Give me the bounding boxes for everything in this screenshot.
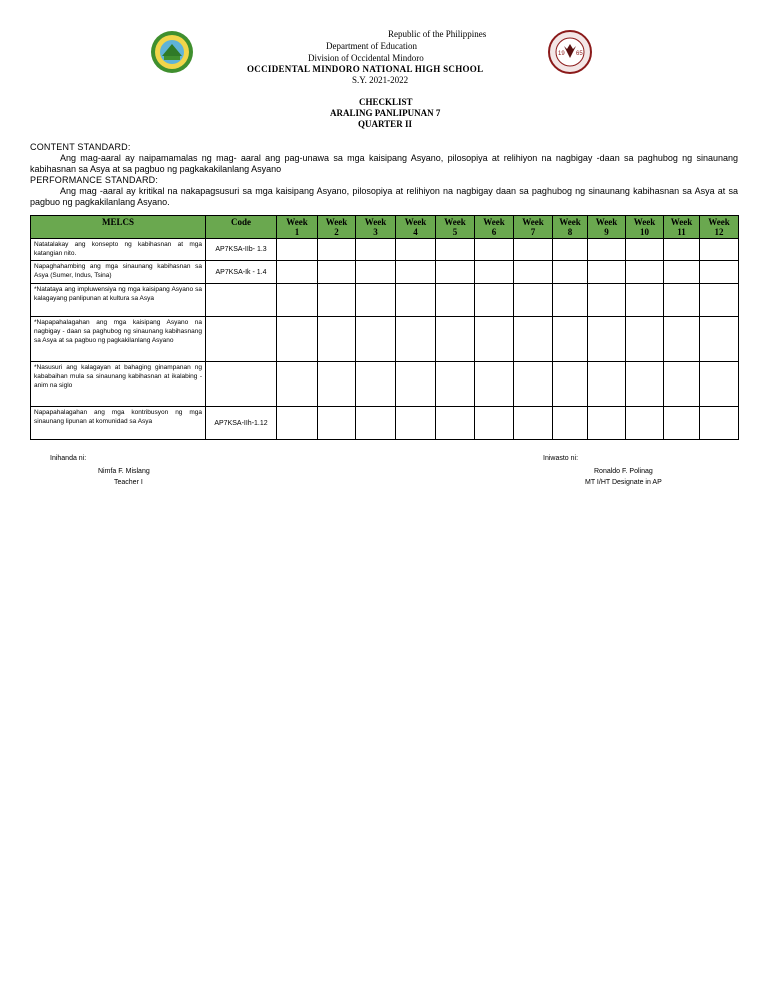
week-check-cell[interactable] <box>396 407 436 440</box>
week-check-cell[interactable] <box>356 407 396 440</box>
division-line: Division of Occidental Mindoro <box>308 53 424 63</box>
week-check-cell[interactable] <box>514 362 553 407</box>
week-check-cell[interactable] <box>553 261 588 284</box>
school-name: OCCIDENTAL MINDORO NATIONAL HIGH SCHOOL <box>247 64 484 74</box>
week-header: Week 2 <box>318 216 356 239</box>
week-check-cell[interactable] <box>318 362 356 407</box>
checklist-table <box>30 215 739 440</box>
week-check-cell[interactable] <box>626 284 664 317</box>
week-check-cell[interactable] <box>700 407 739 440</box>
table-row <box>31 284 739 317</box>
code-cell <box>206 284 277 317</box>
week-check-cell[interactable] <box>700 261 739 284</box>
week-check-cell[interactable] <box>277 362 318 407</box>
week-check-cell[interactable] <box>588 407 626 440</box>
week-check-cell[interactable] <box>475 284 514 317</box>
week-header: Week 1 <box>277 216 318 239</box>
week-check-cell[interactable] <box>664 261 700 284</box>
week-check-cell[interactable] <box>436 317 475 362</box>
week-check-cell[interactable] <box>588 239 626 261</box>
week-check-cell[interactable] <box>475 362 514 407</box>
week-header: Week 10 <box>626 216 664 239</box>
week-check-cell[interactable] <box>436 284 475 317</box>
code-header: Code <box>206 216 277 239</box>
table-row <box>31 362 739 407</box>
week-check-cell[interactable] <box>277 239 318 261</box>
week-check-cell[interactable] <box>514 261 553 284</box>
week-check-cell[interactable] <box>277 261 318 284</box>
table-header-row <box>31 216 739 239</box>
week-header: Week 11 <box>664 216 700 239</box>
week-check-cell[interactable] <box>475 261 514 284</box>
week-check-cell[interactable] <box>553 284 588 317</box>
table-row <box>31 261 739 284</box>
week-check-cell[interactable] <box>514 317 553 362</box>
week-check-cell[interactable] <box>553 317 588 362</box>
content-standard-label: CONTENT STANDARD: <box>30 142 131 152</box>
week-check-cell[interactable] <box>664 239 700 261</box>
week-check-cell[interactable] <box>475 317 514 362</box>
week-check-cell[interactable] <box>277 407 318 440</box>
week-header: Week 5 <box>436 216 475 239</box>
week-header: Week 9 <box>588 216 626 239</box>
week-check-cell[interactable] <box>626 261 664 284</box>
table-row <box>31 317 739 362</box>
code-cell <box>206 362 277 407</box>
week-check-cell[interactable] <box>396 261 436 284</box>
week-check-cell[interactable] <box>700 362 739 407</box>
melc-cell: Natatalakay ang konsepto ng kabihasnan at mga katangian nito. <box>31 239 206 261</box>
week-check-cell[interactable] <box>396 362 436 407</box>
week-check-cell[interactable] <box>436 362 475 407</box>
week-check-cell[interactable] <box>277 317 318 362</box>
week-header: Week 12 <box>700 216 739 239</box>
week-check-cell[interactable] <box>588 362 626 407</box>
week-check-cell[interactable] <box>396 239 436 261</box>
week-check-cell[interactable] <box>664 407 700 440</box>
melc-cell: *Napapahalagahan ang mga kaisipang Asyano na nagbigay - daan sa paghubog ng sinaunang kabihasnang sa Asya at sa pagbuo ng pagkakilanlang Asyano <box>31 317 206 362</box>
performance-standard-label: PERFORMANCE STANDARD: <box>30 175 159 185</box>
checked-by-label: Iniwasto ni: <box>543 455 579 462</box>
week-check-cell[interactable] <box>475 407 514 440</box>
content-standard-text: Ang mag-aaral ay naipamamalas ng mag- aaral ang pag-unawa sa mga kaisipang Asyano, pilosopiya at relihiyon na nagbigay -daan sa paghubog ng sinaunang kabihasnan sa Asya at sa pagbuo ng pagkakakilanlang Asyano <box>30 153 738 174</box>
week-header: Week 4 <box>396 216 436 239</box>
week-check-cell[interactable] <box>318 407 356 440</box>
department-line: Department of Education <box>326 41 417 51</box>
week-check-cell[interactable] <box>588 261 626 284</box>
week-check-cell[interactable] <box>700 239 739 261</box>
week-check-cell[interactable] <box>475 239 514 261</box>
week-check-cell[interactable] <box>356 261 396 284</box>
week-check-cell[interactable] <box>318 261 356 284</box>
week-check-cell[interactable] <box>318 239 356 261</box>
week-header: Week 8 <box>553 216 588 239</box>
performance-standard-text: Ang mag -aaral ay kritikal na nakapagsusuri sa mga kaisipang Asyano, pilosopiya at relihiyon na nagbigay daan sa paghubog ng sinaunang kabihasnan sa Asya at sa pagbuo ng pagkakilanlang Asyano. <box>30 186 738 207</box>
school-year: S.Y. 2021-2022 <box>352 75 409 85</box>
week-check-cell[interactable] <box>356 239 396 261</box>
week-check-cell[interactable] <box>356 317 396 362</box>
week-header: Week 7 <box>514 216 553 239</box>
week-header: Week 3 <box>356 216 396 239</box>
week-check-cell[interactable] <box>664 284 700 317</box>
week-check-cell[interactable] <box>514 407 553 440</box>
week-check-cell[interactable] <box>514 284 553 317</box>
week-check-cell[interactable] <box>277 284 318 317</box>
republic-line: Republic of the Philippines <box>388 29 487 39</box>
svg-text:65: 65 <box>576 51 583 57</box>
checked-by-name: Ronaldo F. Polinag <box>594 468 653 475</box>
week-check-cell[interactable] <box>700 284 739 317</box>
week-check-cell[interactable] <box>396 284 436 317</box>
week-check-cell[interactable] <box>553 239 588 261</box>
school-seal-icon <box>548 30 592 74</box>
table-row <box>31 407 739 440</box>
code-cell: AP7KSA-IIb- 1.3 <box>206 239 277 261</box>
code-cell: AP7KSA-IIh-1.12 <box>206 407 277 440</box>
week-check-cell[interactable] <box>626 317 664 362</box>
week-check-cell[interactable] <box>588 284 626 317</box>
prepared-by-label: Inihanda ni: <box>50 455 87 462</box>
week-check-cell[interactable] <box>318 317 356 362</box>
quarter-title: QUARTER II <box>358 119 412 129</box>
melc-cell: Napaghahambing ang mga sinaunang kabihasnan sa Asya (Sumer, Indus, Tsina) <box>31 261 206 284</box>
week-check-cell[interactable] <box>396 317 436 362</box>
week-check-cell[interactable] <box>318 284 356 317</box>
week-header: Week 6 <box>475 216 514 239</box>
week-check-cell[interactable] <box>553 407 588 440</box>
standards-section <box>30 142 738 208</box>
prepared-by-name: Nimfa F. Mislang <box>98 468 150 475</box>
week-check-cell[interactable] <box>700 317 739 362</box>
week-check-cell[interactable] <box>356 362 396 407</box>
melcs-header: MELCS <box>31 216 206 239</box>
svg-text:19: 19 <box>558 51 565 57</box>
week-check-cell[interactable] <box>588 317 626 362</box>
code-cell: AP7KSA-Ik - 1.4 <box>206 261 277 284</box>
week-check-cell[interactable] <box>626 362 664 407</box>
melc-cell: *Nasusuri ang kalagayan at bahaging ginampanan ng kababaihan mula sa sinaunang kabihasnan at ikalabing -anim na siglo <box>31 362 206 407</box>
week-check-cell[interactable] <box>436 407 475 440</box>
week-check-cell[interactable] <box>356 284 396 317</box>
week-check-cell[interactable] <box>514 239 553 261</box>
code-cell <box>206 317 277 362</box>
melc-cell: Napapahalagahan ang mga kontribusyon ng mga sinaunang lipunan at komunidad sa Asya <box>31 407 206 440</box>
deped-division-seal-icon <box>150 30 194 74</box>
table-row <box>31 239 739 261</box>
week-check-cell[interactable] <box>664 317 700 362</box>
subject-title: ARALING PANLIPUNAN 7 <box>330 108 441 118</box>
week-check-cell[interactable] <box>626 239 664 261</box>
prepared-by-title: Teacher I <box>114 479 143 486</box>
week-check-cell[interactable] <box>626 407 664 440</box>
week-check-cell[interactable] <box>664 362 700 407</box>
week-check-cell[interactable] <box>436 239 475 261</box>
checked-by-title: MT I/HT Designate in AP <box>585 479 662 486</box>
week-check-cell[interactable] <box>553 362 588 407</box>
doc-title: CHECKLIST <box>359 97 413 107</box>
week-check-cell[interactable] <box>436 261 475 284</box>
melc-cell: *Natataya ang impluwensiya ng mga kaisipang Asyano sa kalagayang panlipunan at kultura sa Asya <box>31 284 206 317</box>
